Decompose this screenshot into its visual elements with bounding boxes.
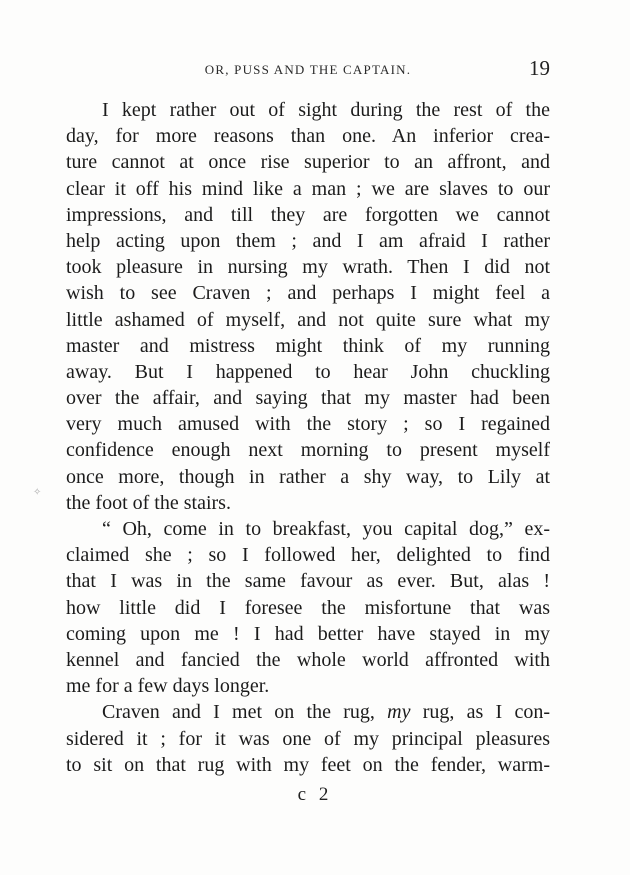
text-line: sidered it ; for it was one of my principal pleasures: [66, 727, 550, 750]
text-line: over the affair, and saying that my master had been: [66, 387, 550, 410]
text-line: how little did I foresee the misfortune that was: [66, 596, 550, 619]
paper-speck-icon: ✧: [33, 487, 42, 498]
text-line: confidence enough next morning to present myself: [66, 439, 550, 462]
text-line: away. But I happened to hear John chuckling: [66, 360, 550, 383]
text-line: very much amused with the story ; so I regained: [66, 413, 550, 436]
body-text: [66, 97, 550, 778]
text-line: master and mistress might think of my running: [66, 334, 550, 357]
text-line: help acting upon them ; and I am afraid I rather: [66, 229, 550, 252]
text-line: ture cannot at once rise superior to an affront, and: [66, 151, 550, 174]
text-line: the foot of the stairs.: [66, 491, 231, 514]
signature-mark: c 2: [297, 784, 333, 805]
text-line: I kept rather out of sight during the rest of the: [102, 99, 550, 121]
text-line: impressions, and till they are forgotten we cannot: [66, 203, 550, 226]
page-number: 19: [529, 56, 550, 80]
text-line: that I was in the same favour as ever. But, alas !: [66, 570, 550, 593]
text-line: coming upon me ! I had better have stayed in my: [66, 622, 550, 645]
text-line: to sit on that rug with my feet on the fender, warm-: [66, 753, 550, 776]
text-line: once more, though in rather a shy way, to Lily at: [66, 465, 550, 488]
text-segment: rug, as I con-: [410, 701, 550, 724]
text-segment: Craven and I met on the rug,: [102, 701, 375, 724]
text-line: clear it off his mind like a man ; we are slaves to our: [66, 177, 550, 200]
running-head: [66, 58, 550, 82]
text-line: took pleasure in nursing my wrath. Then I did not: [66, 256, 550, 279]
italic-word: my: [387, 701, 411, 724]
text-line: kennel and fancied the whole world affronted with: [66, 648, 550, 671]
text-line: day, for more reasons than one. An inferior crea-: [66, 125, 550, 148]
text-line: me for a few days longer.: [66, 675, 270, 698]
text-line: little ashamed of myself, and not quite sure what my: [66, 308, 550, 331]
text-line: “ Oh, come in to breakfast, you capital dog,” ex-: [102, 518, 550, 540]
text-line: wish to see Craven ; and perhaps I might feel a: [66, 282, 550, 305]
text-line: [66, 699, 550, 725]
text-line: claimed she ; so I followed her, delighted to find: [66, 544, 550, 567]
running-title: OR, PUSS AND THE CAPTAIN.: [204, 62, 412, 77]
